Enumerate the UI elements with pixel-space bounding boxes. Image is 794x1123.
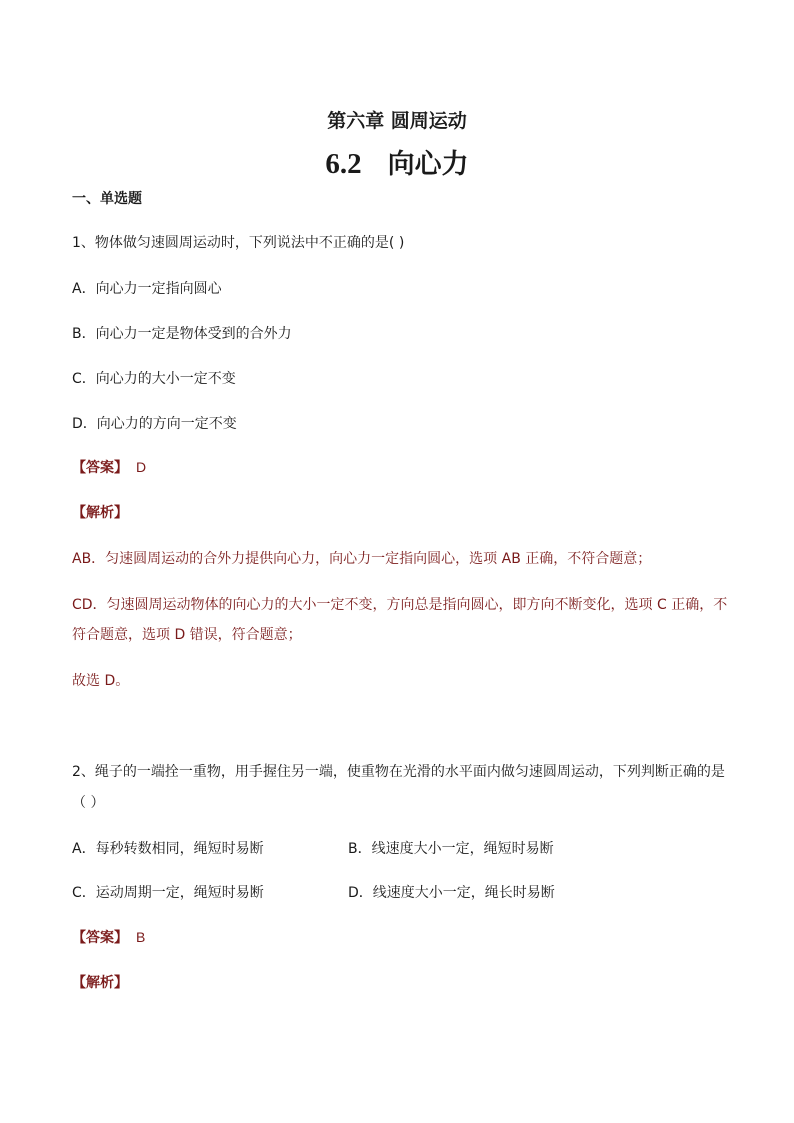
q1-option-a: A．向心力一定指向圆心 xyxy=(72,281,222,297)
chapter-heading: 第六章 圆周运动 xyxy=(327,110,467,132)
q1-option-d: D．向心力的方向一定不变 xyxy=(72,416,237,432)
q2-analysis-label xyxy=(72,972,128,992)
q1-answer-value: D xyxy=(136,459,147,475)
q1-analysis-label-text: 【解析】 xyxy=(72,505,128,521)
q2-analysis-label-text: 【解析】 xyxy=(72,975,128,991)
q2-option-d: D．线速度大小一定，绳长时易断 xyxy=(348,885,555,901)
q1-option-b: B．向心力一定是物体受到的合外力 xyxy=(72,326,292,342)
q2-answer-label: 【答案】 xyxy=(72,930,128,946)
q1-answer-row xyxy=(72,457,146,477)
q1-analysis-label xyxy=(72,502,128,522)
q2-option-a: A．每秒转数相同，绳短时易断 xyxy=(72,841,264,857)
section-number: 6.2 xyxy=(325,148,362,180)
q2-option-c: C．运动周期一定，绳短时易断 xyxy=(72,885,264,901)
q2-stem-line-2: （ ） xyxy=(72,795,105,811)
q2-option-b: B．线速度大小一定，绳短时易断 xyxy=(348,841,554,857)
question-type-heading: 一、单选题 xyxy=(72,191,142,207)
q1-analysis-line-1: AB．匀速圆周运动的合外力提供向心力，向心力一定指向圆心，选项 AB 正确，不符合题意； xyxy=(72,551,652,567)
q1-option-c: C．向心力的大小一定不变 xyxy=(72,371,236,387)
q1-analysis-line-3: 符合题意，选项 D 错误，符合题意； xyxy=(72,627,302,643)
q1-stem: 1、物体做匀速圆周运动时，下列说法中不正确的是( ) xyxy=(72,235,405,251)
section-title xyxy=(0,142,794,181)
q1-analysis-line-2: CD．匀速圆周运动物体的向心力的大小一定不变，方向总是指向圆心，即方向不断变化，选项 C 正确，不 xyxy=(72,597,728,613)
q2-stem-line-1: 2、绳子的一端拴一重物，用手握住另一端，使重物在光滑的水平面内做匀速圆周运动，下列判断正确的是 xyxy=(72,764,725,780)
q2-answer-value: B xyxy=(136,929,146,945)
q2-answer-row xyxy=(72,927,145,947)
q1-analysis-line-4: 故选 D。 xyxy=(72,673,130,689)
q1-answer-label: 【答案】 xyxy=(72,460,128,476)
section-title-text: 向心力 xyxy=(387,149,469,180)
